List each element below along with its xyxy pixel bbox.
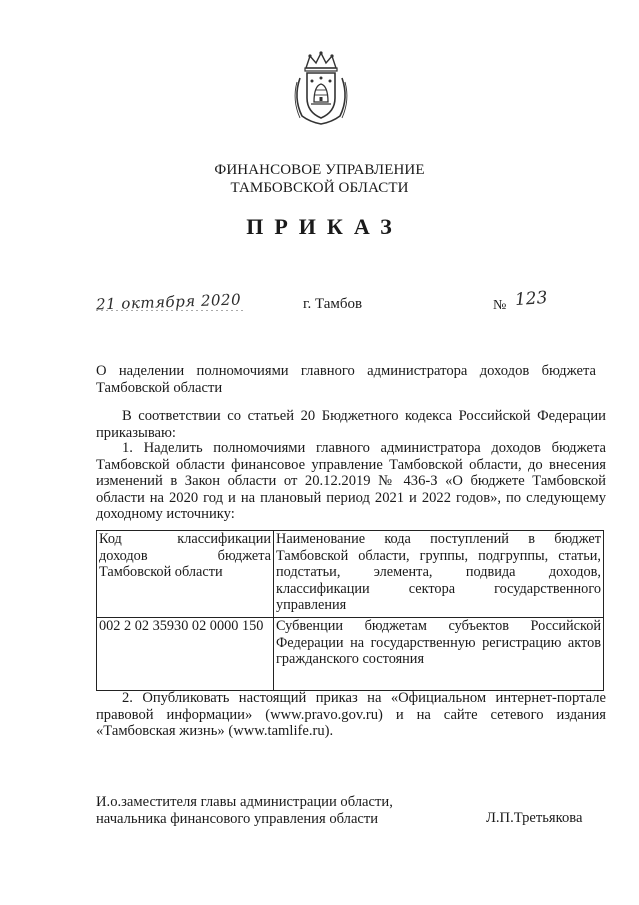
coat-of-arms-icon	[290, 50, 352, 126]
signatory-position	[96, 794, 393, 827]
paragraph-item-2: 2. Опубликовать настоящий приказ на «Официальном интернет-портале правовой информации» (www.pravo.gov.ru) и на сайте сетевого издания «Тамбовская жизнь» (www.tamlife.ru).	[96, 690, 606, 739]
document-subject: О наделении полномочиями главного администратора доходов бюджета Тамбовской области	[96, 363, 596, 396]
org-name-line1: ФИНАНСОВОЕ УПРАВЛЕНИЕ	[214, 162, 425, 178]
table-row	[97, 618, 604, 691]
date-underline	[96, 310, 246, 311]
handwritten-date: 21 октября 2020	[95, 290, 242, 314]
revenue-table	[96, 530, 604, 691]
handwritten-number: 123	[514, 287, 549, 311]
paragraph-item-1: 1. Наделить полномочиями главного администратора доходов бюджета Тамбовской области финансовое управление Тамбовской области, до внесения изменений в Закон области от 20.12.2019 № 436-З «О бюджете Тамбовской области на 2020 год и на плановый период 2021 и 2022 годов», по следующему доходному источнику:	[96, 440, 606, 522]
org-name-line2: ТАМБОВСКОЙ ОБЛАСТИ	[230, 180, 409, 196]
city: г. Тамбов	[303, 296, 363, 312]
document-title: ПРИКАЗ	[246, 214, 403, 239]
signatory-position-line1: И.о.заместителя главы администрации области,	[96, 794, 393, 810]
table-header-code: Код классификации доходов бюджета Тамбовской области	[97, 531, 274, 618]
signatory-name: Л.П.Третьякова	[486, 810, 583, 826]
paragraph-preamble: В соответствии со статьей 20 Бюджетного кодекса Российской Федерации приказываю:	[96, 408, 606, 441]
table-header-row	[97, 531, 604, 618]
table-header-name: Наименование кода поступлений в бюджет Тамбовской области, группы, подгруппы, статьи, подстатьи, элемента, подвида доходов, классификации сектора государственного управления	[274, 531, 604, 618]
number-sign: №	[493, 298, 507, 313]
table-cell-code: 002 2 02 35930 02 0000 150	[97, 618, 274, 691]
signatory-position-line2: начальника финансового управления области	[96, 810, 379, 827]
table-cell-name: Субвенции бюджетам субъектов Российской Федерации на государственную регистрацию актов гражданского состояния	[274, 618, 604, 691]
